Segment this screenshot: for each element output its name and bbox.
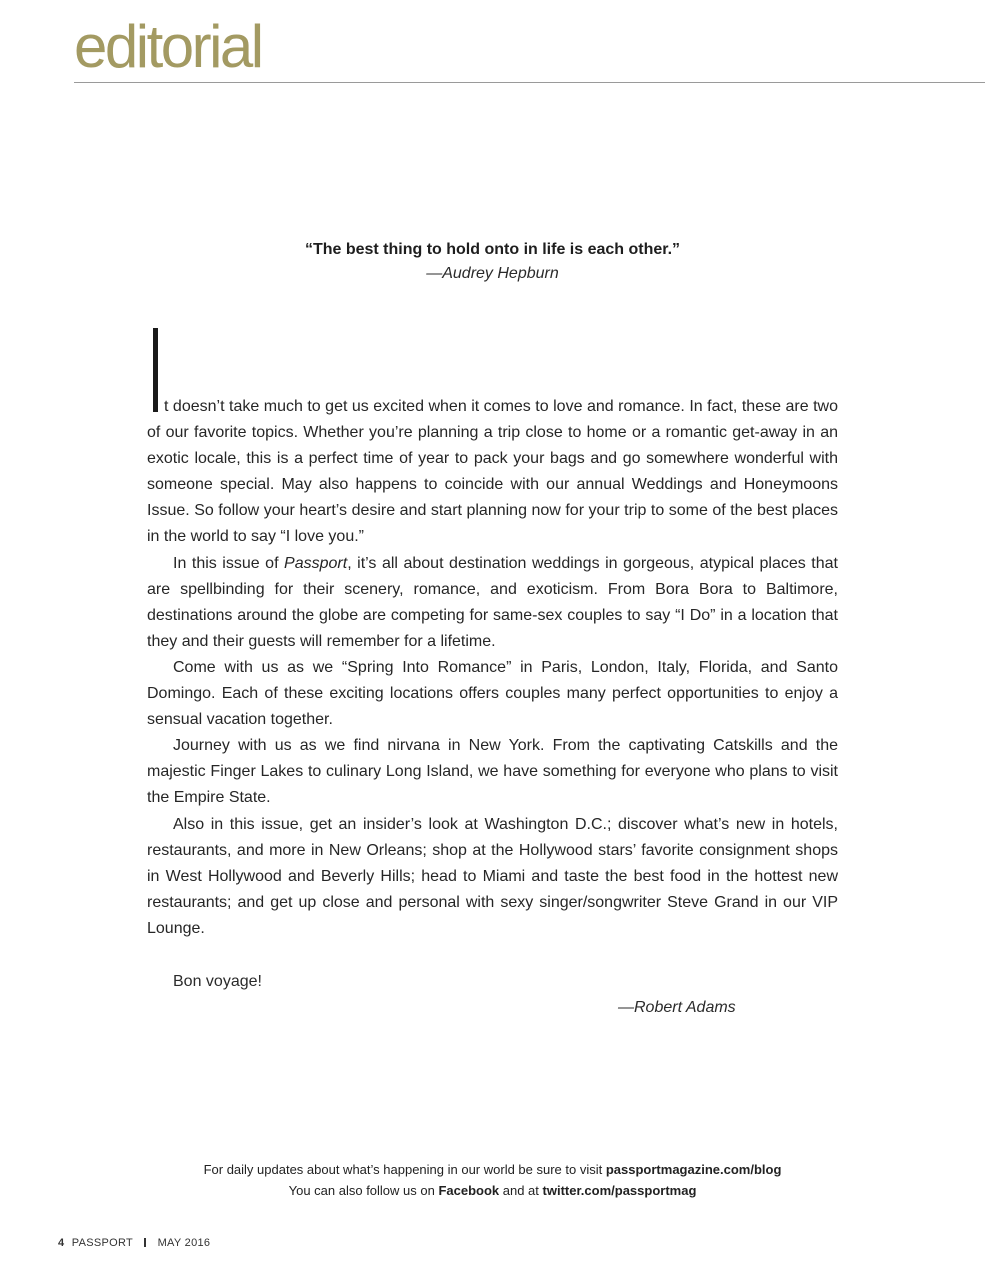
sign-off: Bon voyage! [173,973,262,990]
epigraph [0,238,985,286]
magazine-title: PASSPORT [71,1237,133,1249]
article-paragraph: Journey with us as we find nirvana in New York. From the captivating Catskills and the majestic Finger Lakes to culinary Long Island, we have something for everyone who plans to visit the Empire State. [147,737,838,807]
section-title: editorial [74,13,262,80]
footer-note [0,1159,985,1201]
article-paragraph: Also in this issue, get an insider’s look at Washington D.C.; discover what’s new in hotels, restaurants, and more in New Orleans; shop at the Hollywood stars’ favorite consignment shops in West Hollywood and Beverly Hills; head to Miami and taste the best food in the hottest new restaurants; and get up close and personal with sexy singer/songwriter Steve Grand in our VIP Lounge. [147,815,838,937]
epigraph-attribution: —Audrey Hepburn [426,265,559,282]
twitter-link[interactable]: twitter.com/passportmag [542,1183,697,1198]
title-divider [74,82,985,83]
folio-separator [144,1238,146,1247]
article-body [147,394,838,942]
article-paragraph: t doesn’t take much to get us excited when it comes to love and romance. In fact, these are two of our favorite topics. Whether you’re planning a trip close to home or a romantic get-away in an exotic locale, this is a perfect time of year to pack your bags and go somewhere wonderful with someone special. May also happens to coincide with our annual Weddings and Honeymoons Issue. So follow your heart’s desire and start planning now for your trip to some of the best places in the world to say “I love you.” [147,398,838,546]
footer-line-social: You can also follow us on Facebook and at twitter.com/passportmag [288,1183,697,1198]
magazine-name: Passport [284,554,348,572]
footer-line-blog: For daily updates about what’s happening in our world be sure to visit passportmagazine.com/blog [203,1162,782,1177]
facebook-link[interactable]: Facebook [438,1183,500,1198]
blog-link[interactable]: passportmagazine.com/blog [605,1162,782,1177]
page-folio [58,1236,210,1250]
page-number: 4 [58,1237,65,1249]
epigraph-quote: “The best thing to hold onto in life is each other.” [304,241,681,258]
author-signature: —Robert Adams [618,999,736,1016]
issue-date: MAY 2016 [157,1237,211,1249]
article-paragraph: Come with us as we “Spring Into Romance” in Paris, London, Italy, Florida, and Santo Domingo. Each of these exciting locations offers couples many perfect opportunities to enjoy a sensual vacation together. [147,658,838,729]
article-paragraph: In this issue of Passport, it’s all about destination weddings in gorgeous, atypical places that are spellbinding for their scenery, romance, and exoticism. From Bora Bora to Baltimore, destinations around the globe are competing for same-sex couples to say “I Do” in a location that they and their guests will remember for a lifetime. [147,554,838,650]
